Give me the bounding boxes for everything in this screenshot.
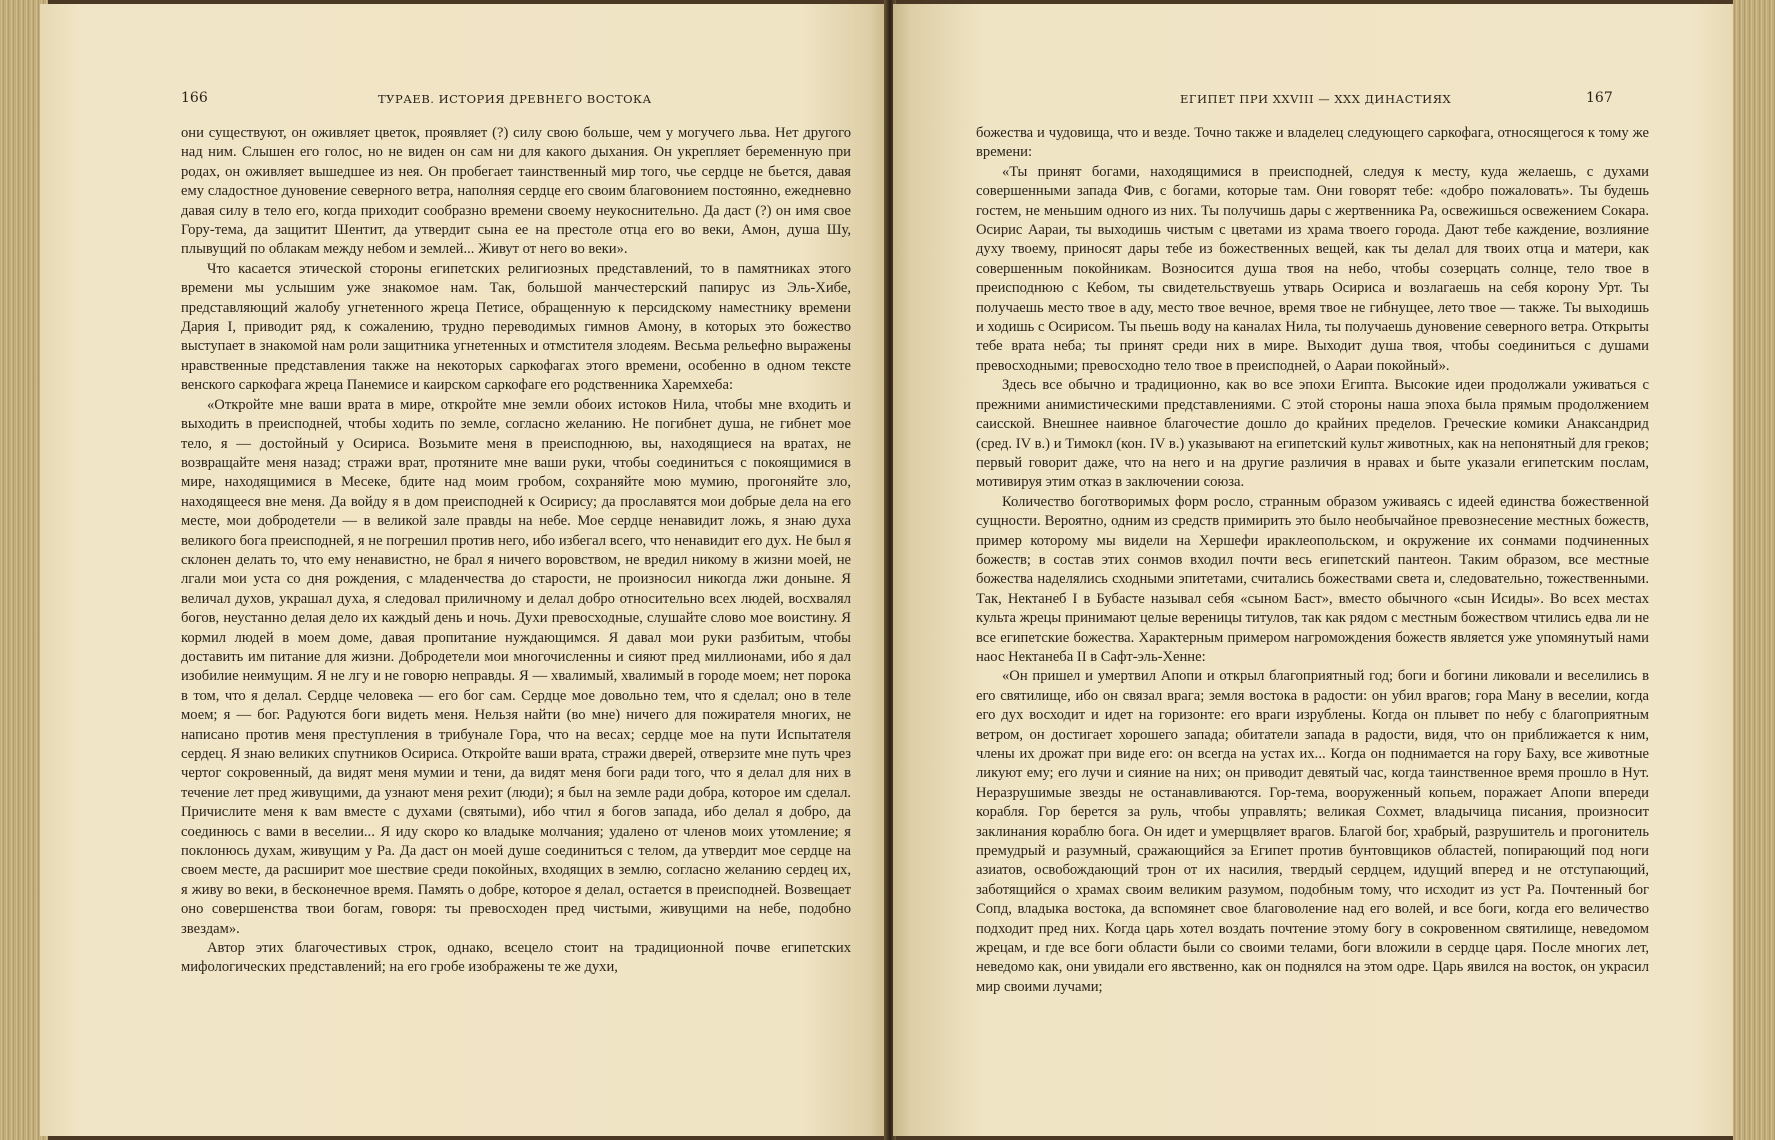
page-body — [181, 124, 851, 978]
right-page-edges — [1733, 0, 1775, 1140]
running-header: ЕГИПЕТ ПРИ XXVIII — XXX ДИНАСТИЯХ — [1180, 92, 1452, 106]
page-number: 166 — [181, 90, 208, 106]
running-header: ТУРАЕВ. ИСТОРИЯ ДРЕВНЕГО ВОСТОКА — [378, 92, 652, 106]
page-body — [976, 124, 1649, 997]
right-page — [893, 4, 1735, 1136]
paragraph: они существуют, он оживляет цветок, проявляет (?) силу свою больше, чем у могучего льва. Нет другого над ним. Слышен его голос, но не виден он сам ни для какого дыхания. Он укрепляет беременную при родах, он оживляет вышедшее из нея. Он пробегает таинственный мир того, чье сердце не бьется, давая ему сладостное дуновение северного ветра, наполняя сердце его своим благовонием постоянно, ежедневно давая силу в тело его, когда приходит сообразно времени своему неукоснительно. Да даст (?) он имя свое Гору-тема, да защитит Шентит, да утвердит сына ее на престоле отца его во веки, Амон, душа Шу, плывущий по облакам между небом и землей... Живут от него во веки». — [181, 125, 851, 258]
quotation: «Ты принят богами, находящимися в преисподней, следуя к месту, куда желаешь, с духами совершенными запада Фив, с богами, которые там. Они говорят тебе: «добро пожаловать». Ты будешь гостем, не меньшим одного из них. Ты получишь дары с жертвенника Ра, освежишься освежением Сокара. Осирис Аараи, ты выходишь чистым с цветами из храма твоего города. Дают тебе каждение, возлияние духу твоему, приносят дары тебе из божественных вещей, как ты делал для твоих отца и матери, как совершенным покойникам. Возносится душа твоя на небо, чтобы созерцать солнце, тело твое в преисподнюю с Кебом, ты свидетельствуешь утварь Осириса и возлагаешь на себя корону Урт. Ты получаешь место твое в аду, место твое вечное, время твое не гибнущее, лето твое — также. Ты выходишь и ходишь с Осирисом. Ты пьешь воду на каналах Нила, ты получаешь дуновение северного ветра. Открыты тебе врата неба; ты принят среди них в мире. Выходит душа твоя, чтобы соединиться с душами превосходными; превосходно тело твое в преисподней, о Аараи покойный». — [976, 163, 1649, 374]
paragraph: Количество боготворимых форм росло, странным образом уживаясь с идеей единства божественной сущности. Вероятно, одним из средств примирить это было необычайное превознесение местных божеств, пример которому мы видели на Хершефи ираклеопольском, и окружение их сонмами подчиненных божеств; в состав этих сонмов входил почти весь египетский пантеон. Таким образом, все местные божества наделялись сходными эпитетами, считались божествами света и, следовательно, тожественными. Так, Нектанеб I в Бубасте называл себя «сыном Баст», вместо обычного «сын Исиды». Во всех местах культа жрецы принимают целые вереницы титулов, так как рядом с местным божеством чтились едва ли не все египетские божества. Характерным примером нагромождения божеств является уже упомянутый нами наос Нектанеба II в Сафт-эль-Хенне: — [976, 493, 1649, 665]
paragraph: Что касается этической стороны египетских религиозных представлений, то в памятниках этого времени мы услышим уже знакомое нам. Так, большой манчестерский папирус из Эль-Хибе, представляющий жалобу угнетенного жреца Петисе, обращенную к персидскому наместнику времени Дария I, приводит ряд, к сожалению, трудно переводимых гимнов Амону, в которых это божество выступает в знакомой нам роли защитника угнетенных и отмстителя злодеям. Весьма рельефно выражены нравственные представления также на некоторых саркофагах этого времени, особенно в одном тексте венского саркофага жреца Панемисе и каирском саркофаге его родственника Харемхеба: — [181, 260, 851, 394]
paragraph: Здесь все обычно и традиционно, как во все эпохи Египта. Высокие идеи продолжали уживаться с прежними анимистическими представлениями. С этой стороны наша эпоха была прямым продолжением саисской. Внешнее наивное благочестие дошло до крайних пределов. Греческие комики Анаксандрид (сред. IV в.) и Тимокл (кон. IV в.) указывают на египетский культ животных, как на непонятный для греков; первый говорит даже, что на него и на другие различия в нравах и быте указали египетским послам, мотивируя этим отказ в заключении союза. — [976, 377, 1649, 491]
page-number: 167 — [1586, 90, 1613, 106]
paragraph: Автор этих благочестивых строк, однако, всецело стоит на традиционной почве египетских мифологических представлений; на его гробе изображены те же духи, — [181, 940, 851, 976]
left-page — [40, 4, 887, 1136]
quotation: «Он пришел и умертвил Апопи и открыл благоприятный год; боги и богини ликовали и веселились в его святилище, ибо он связал врага; земля востока в радости: он убил врагов; гора Ману в веселии, когда его дух восходит и идет на горизонте: его враги изрублены. Когда он плывет по небу с благоприятным ветром, он достигает хорошего запада; обитатели запада в радости, видя, что он приближается к ним, члены их дрожат при виде его: он всегда на устах их... Когда он поднимается на гору Баху, все животные ликуют ему; его лучи и сияние на них; он приводит девятый час, когда таинственное время прошло в Нут. Неразрушимые звезды не останавливаются. Гор-тема, вооруженный копьем, поражает Апопи впереди корабля. Гор берется за руль, чтобы управлять; великая Сохмет, владычица писания, произносит заклинания кораблю бога. Он идет и умерщвляет врагов. Благой бог, храбрый, разрушитель и прогонитель премудрый и разумный, сражающийся за Египет против бунтовщиков областей, попирающий под ноги азиатов, освобождающий трон от их насилия, твердый сердцем, идущий вперед и не отступающий, заботящийся о храмах своим великим разумом, подобным тому, что исходит из уст Ра. Почтенный бог Сопд, владыка востока, да вспомянет свое благоволение над его волей, и все боги, когда его величество подходит пред них. Когда царь хотел воздать почтение этому богу в сокровенном святилище, неведомом жрецам, и где все боги области были со своими телами, боги вложили в сердце царя. После многих лет, неведомо как, они увидали его явственно, как он поднялся на этом одре. Царь явился на восток, он украсил мир своими лучами; — [976, 668, 1649, 995]
paragraph: божества и чудовища, что и везде. Точно также и владелец следующего саркофага, относящегося к тому же времени: — [976, 125, 1649, 161]
quotation: «Откройте мне ваши врата в мире, откройте мне земли обоих истоков Нила, чтобы мне входить и выходить в преисподней, чтобы ходить по земле, согласно желанию. Не погибнет душа, не гибнет мое тело, я — достойный у Осириса. Возьмите меня в преисподнюю, вы, находящиеся на вратах, не возвращайте меня назад; стражи врат, протяните мне ваши руки, чтобы соединиться с покоящимися в мире, находящимися в Месеке, бдите над моим гробом, сохраняйте мою мумию, прогоняйте зло, находящееся вне меня. Да войду я в дом преисподней к Осирису; да прославятся мои добрые дела на его месте, мои добродетели — в великой зале правды на небе. Мое сердце ненавидит ложь, я знаю духа великого бога преисподней, я не погрешил против него, ибо избегал всего, что ненавидит его дух. Не был я склонен делать то, что ему ненавистно, не брал я ничего воровством, не вредил никому в жизни моей, не лгали мои уста со дня рождения, с младенчества до старости, не произносил никогда лжи доныне. Я величал духов, украшал духа, я следовал приличному и делал добро относительно всех людей, восхвалял богов, неустанно делая дело их каждый день и ночь. Духи превосходные, слушайте слово мое воистину. Я кормил людей в моем доме, давая пропитание нуждающимся. Я давал мои руки разбитым, чтобы доставить им питание для жизни. Добродетели мои многочисленны и сияют пред миллионами, ибо я дал изобилие неимущим. Я не лгу и не говорю неправды. Я — хвалимый, хвалимый в городе моем; нет порока в том, что я делал. Сердце человека — его бог сам. Сердце мое довольно тем, что я сделал; оно в теле моем; я — бог. Радуются боги видеть меня. Нельзя найти (во мне) ничего для пожирателя многих, не написано против меня преступления в трибунале Гора, что на весах; сердце мое на пути Испытателя сердец. Я знаю великих спутников Осириса. Откройте ваши врата, стражи дверей, отверзите мне путь чрез чертог сокровенный, да видят меня мумии и тени, да видят меня боги ради того, что я делал для них в течение лет пред живущими, да узнают меня рехит (люди); я был на земле ради добра, которое им сделал. Причислите меня к вам вместе с духами (святыми), ибо чтил я богов запада, ибо делал я добро, да соединюсь с вами в веселии... Я иду скоро ко владыке молчания; удалено от членов моих утомление; я поклонюсь духам, живущим у Ра. Да даст он моей душе соединиться с телом, да утвердит мое сердце на своем месте, да расширит мое шествие среди покойных, входящих в землю, согласно желанию сердец их, я живу во веки, в бесконечное время. Память о добре, которое я делал, остается в преисподней. Возвещает оно совершенства твои богам, говоря: ты превосходен пред чистыми, живущими на небе, подобно звездам». — [181, 396, 851, 937]
